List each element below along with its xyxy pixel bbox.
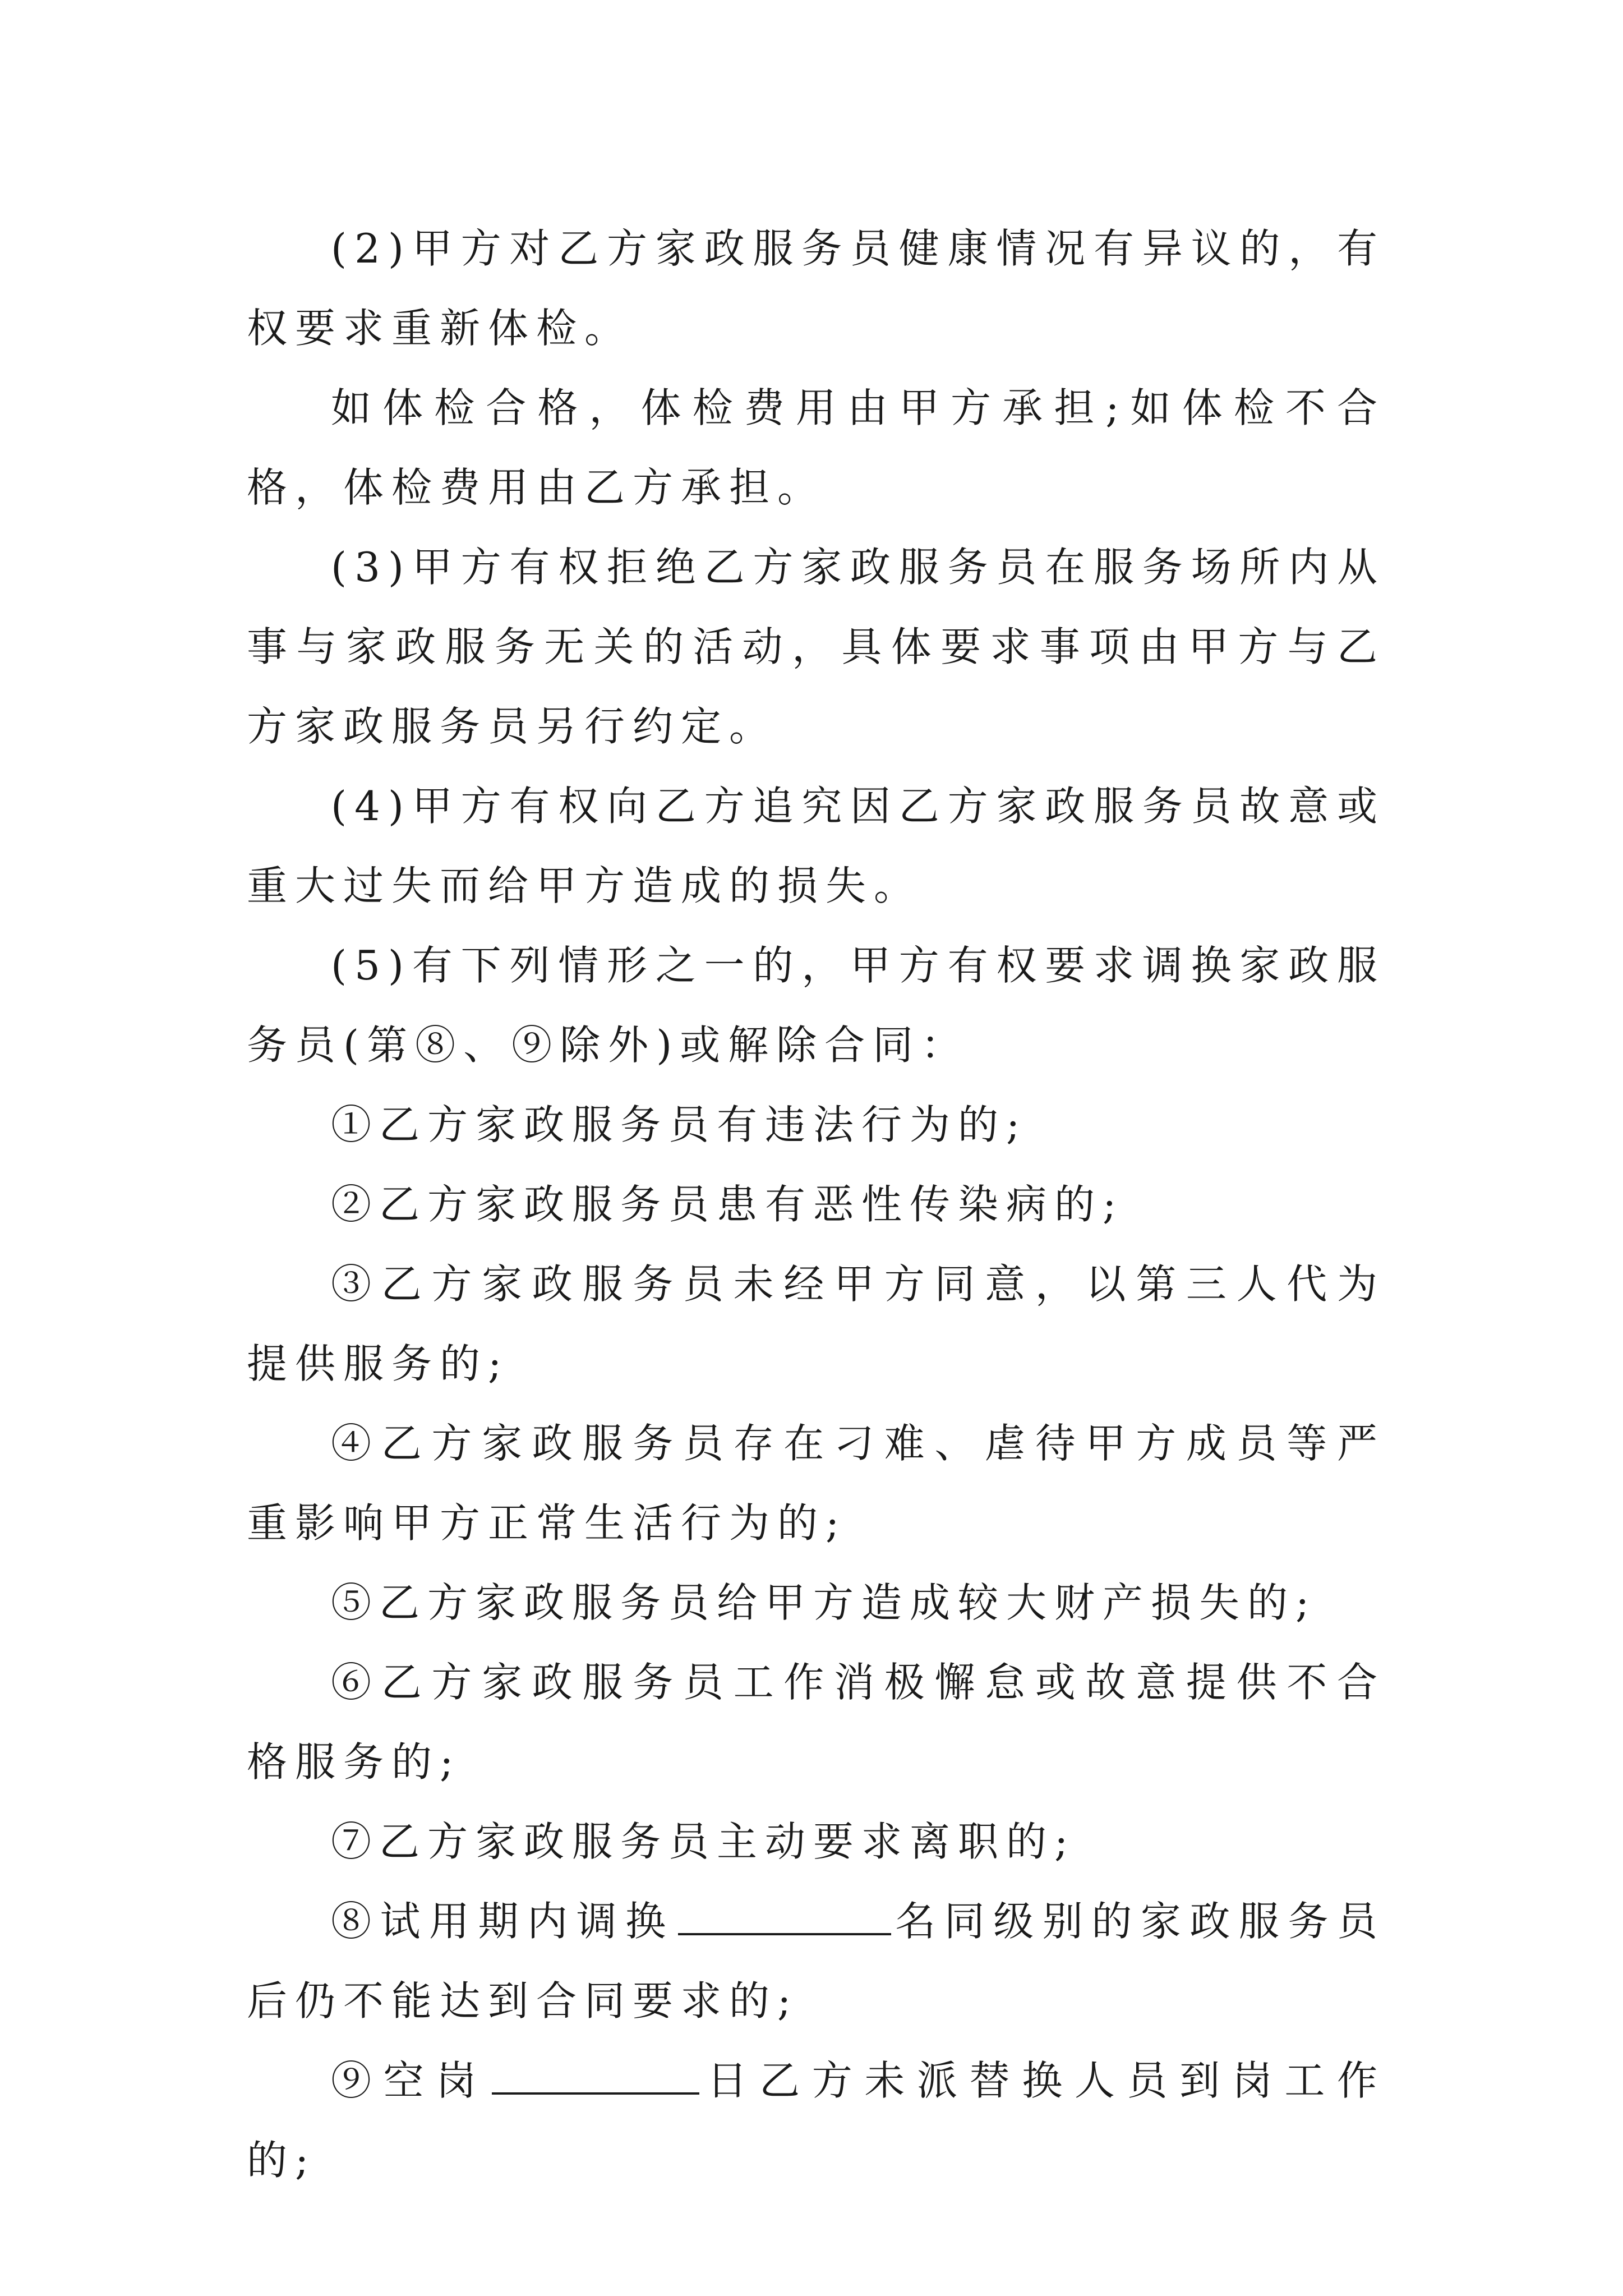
clause-7: ⑦乙方家政服务员主动要求离职的; xyxy=(331,1818,1076,1865)
clause-8 xyxy=(247,1881,1385,2041)
paragraph-2-exam-fee: 如体检合格，体检费用由甲方承担;如体检不合格，体检费用由乙方承担。 xyxy=(247,384,1385,511)
clause-2: ②乙方家政服务员患有恶性传染病的; xyxy=(331,1181,1124,1228)
clause-4: ④乙方家政服务员存在刁难、虐待甲方成员等严重影响甲方正常生活行为的; xyxy=(247,1420,1385,1547)
clause-5: ⑤乙方家政服务员给甲方造成较大财产损失的; xyxy=(331,1579,1317,1626)
clause-9-text-before: ⑨空岗 xyxy=(331,2057,488,2104)
clause-9-blank-line xyxy=(492,2060,699,2095)
clause-8-text-before: ⑧试用期内调换 xyxy=(331,1898,675,1945)
clause-9-text-after: 日乙方未派替换人员到岗工作的; xyxy=(247,2057,1385,2184)
paragraph-5: (5)有下列情形之一的，甲方有权要求调换家政服务员(第⑧、⑨除外)或解除合同： xyxy=(247,942,1385,1069)
clause-8-text-after: 名同级别的家政服务员后仍不能达到合同要求的; xyxy=(247,1898,1385,2024)
clause-1: ①乙方家政服务员有违法行为的; xyxy=(331,1101,1028,1148)
clause-6: ⑥乙方家政服务员工作消极懈怠或故意提供不合格服务的; xyxy=(247,1659,1385,1786)
paragraph-2: (2)甲方对乙方家政服务员健康情况有异议的，有权要求重新体检。 xyxy=(247,225,1385,352)
clause-9 xyxy=(247,2041,1385,2200)
document-body xyxy=(247,209,1385,2200)
paragraph-4: (4)甲方有权向乙方追究因乙方家政服务员故意或重大过失而给甲方造成的损失。 xyxy=(247,783,1385,909)
clause-3: ③乙方家政服务员未经甲方同意，以第三人代为提供服务的; xyxy=(247,1260,1385,1387)
paragraph-3: (3)甲方有权拒绝乙方家政服务员在服务场所内从事与家政服务无关的活动，具体要求事项由甲方与乙方家政服务员另行约定。 xyxy=(247,544,1385,750)
clause-8-blank-line xyxy=(678,1901,891,1935)
